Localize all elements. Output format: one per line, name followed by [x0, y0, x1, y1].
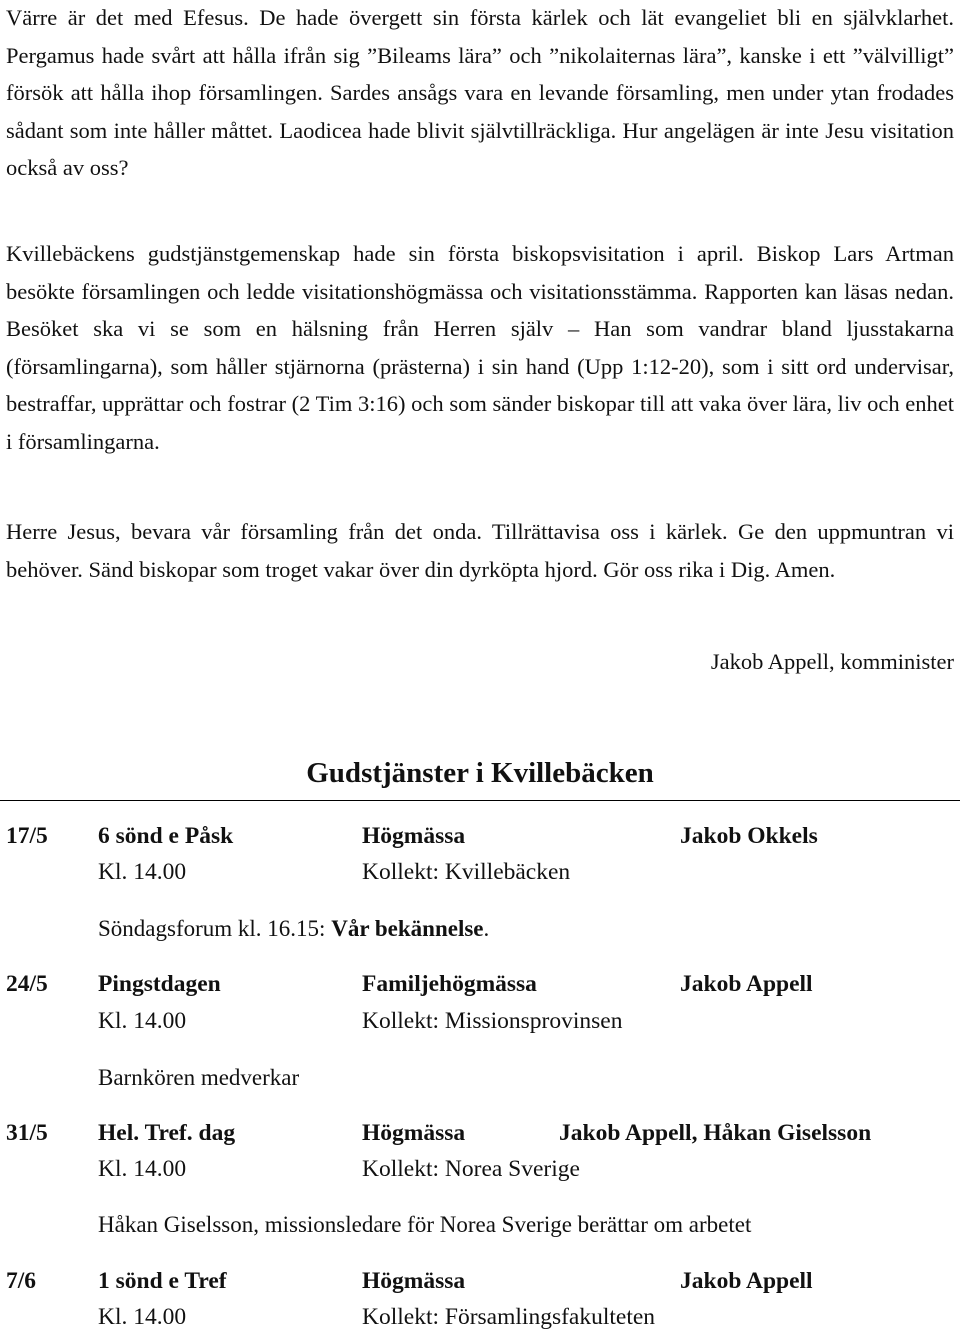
service-date: 17/5 — [6, 823, 48, 849]
service-type: Högmässa — [362, 1120, 466, 1146]
schedule-row — [6, 818, 954, 854]
service-priest: Jakob Okkels — [680, 823, 818, 849]
service-time: Kl. 14.00 — [98, 1008, 187, 1034]
service-collection: Kollekt: Missionsprovinsen — [362, 1008, 623, 1034]
body-paragraph: Värre är det med Efesus. De hade övergett sin första kärlek och lät evangeliet bli en självklarhet. Pergamus hade svårt att hålla ifrån sig ”Bileams lära” och ”nikolaiternas lära”, kanske i ett ”välvilligt” försök att hålla ihop församlingen. Sardes ansågs vara en levande församling, men under ytan frodades sådant som inte håller måttet. Laodicea hade blivit självtillräckliga. Hur angelägen är inte Jesu visitation också av oss? — [6, 5, 954, 180]
service-note — [98, 911, 489, 947]
service-collection: Kollekt: Församlingsfakulteten — [362, 1304, 656, 1330]
service-collection: Kollekt: Kvillebäcken — [362, 859, 571, 885]
service-note: Håkan Giselsson, missionsledare för Norea Sverige berättar om arbetet — [98, 1212, 752, 1237]
schedule-detail-row — [6, 1151, 954, 1187]
service-collection: Kollekt: Norea Sverige — [362, 1156, 580, 1182]
note-suffix: . — [483, 916, 490, 941]
schedule-row — [6, 1263, 954, 1299]
service-type: Högmässa — [362, 1268, 466, 1294]
signature: Jakob Appell, komminister — [710, 649, 954, 674]
service-date: 24/5 — [6, 971, 48, 997]
service-priest: Jakob Appell — [680, 1268, 813, 1294]
schedule-detail-row — [6, 1299, 954, 1335]
service-time: Kl. 14.00 — [98, 859, 187, 885]
service-date: 7/6 — [6, 1268, 37, 1294]
service-note: Barnkören medverkar — [98, 1065, 300, 1090]
service-day: Pingstdagen — [98, 971, 221, 997]
body-paragraph: Kvillebäckens gudstjänstgemenskap hade sin första biskopsvisitation i april. Biskop Lars Artman besökte församlingen och ledde visitationshögmässa och visitationsstämma. Rapporten kan läsas nedan. Besöket ska vi se som en hälsning från Herren själv – Han som vandrar bland ljusstakarna (församlingarna), som håller stjärnorna (prästerna) i sin hand (Upp 1:12-20), som i sitt ord undervisar, bestraffar, upprättar och fostrar (2 Tim 3:16) och som sänder biskopar till att vaka över lära, liv och enhet i församlingarna. — [6, 241, 954, 454]
service-time: Kl. 14.00 — [98, 1156, 187, 1182]
schedule-row — [6, 1115, 954, 1151]
service-day: Hel. Tref. dag — [98, 1120, 236, 1146]
note-topic: Vår bekännelse — [331, 916, 484, 941]
service-type: Högmässa — [362, 823, 466, 849]
service-date: 31/5 — [6, 1120, 48, 1146]
prayer-paragraph: Herre Jesus, bevara vår församling från det onda. Tillrättavisa oss i kärlek. Ge den uppmuntran vi behöver. Sänd biskopar som troget vakar över din dyrköpta hjord. Gör oss rika i Dig. Amen. — [6, 519, 954, 582]
heading-divider — [0, 800, 960, 801]
service-priest: Jakob Appell, Håkan Giselsson — [559, 1120, 872, 1146]
schedule-row — [6, 966, 954, 1002]
note-text: Söndagsforum kl. 16.15: — [98, 916, 332, 941]
service-day: 6 sönd e Påsk — [98, 823, 234, 849]
schedule-detail-row — [6, 854, 954, 890]
service-priest: Jakob Appell — [680, 971, 813, 997]
service-type: Familjehögmässa — [362, 971, 537, 997]
service-day: 1 sönd e Tref — [98, 1268, 227, 1294]
schedule-detail-row — [6, 1003, 954, 1039]
schedule-heading: Gudstjänster i Kvillebäcken — [306, 757, 654, 789]
service-time: Kl. 14.00 — [98, 1304, 187, 1330]
